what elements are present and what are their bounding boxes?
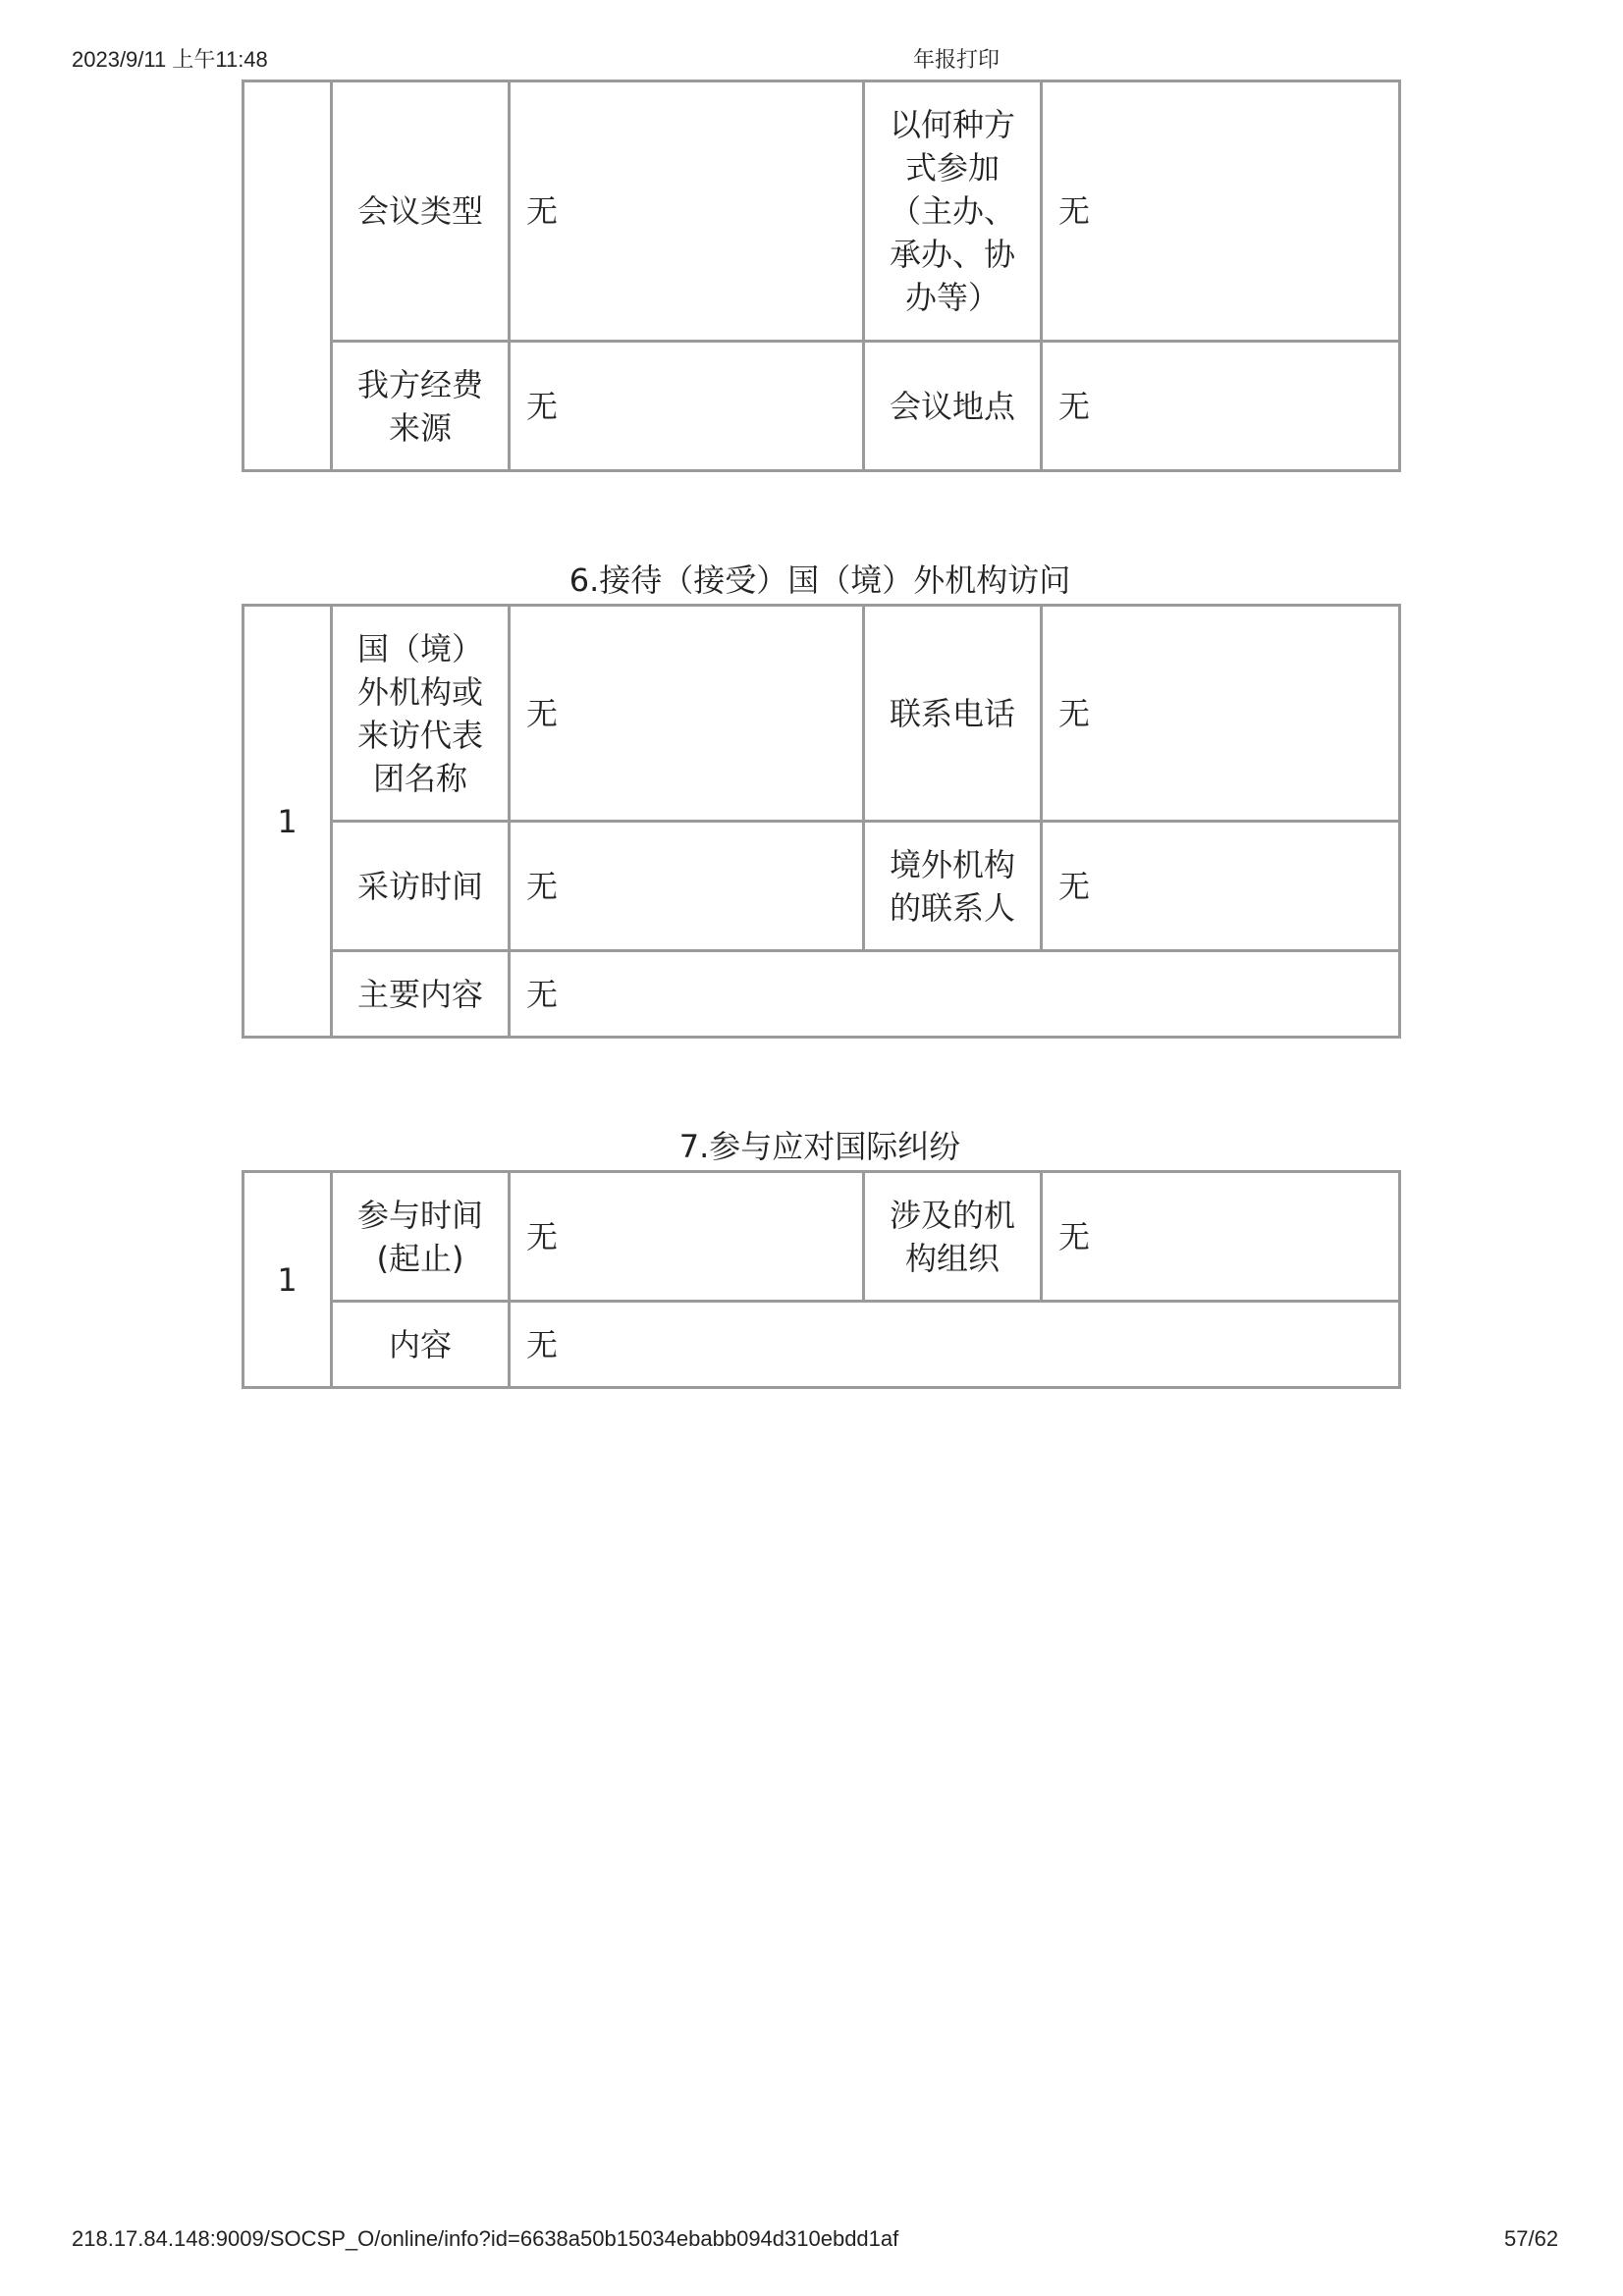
- table-row: [243, 342, 1400, 471]
- page-number: 57/62: [1504, 2226, 1559, 2251]
- involved-org-label: 涉及的机构组织: [864, 1172, 1042, 1302]
- section-7-title: 7.参与应对国际纠纷: [678, 1128, 961, 1165]
- involved-org-value: 无: [1042, 1172, 1400, 1302]
- foreign-contact-value: 无: [1042, 822, 1400, 951]
- print-datetime: 2023/9/11 上午11:48: [72, 47, 268, 72]
- funding-source-label: 我方经费来源: [332, 342, 510, 471]
- participation-mode-label: 以何种方式参加（主办、承办、协办等）: [864, 81, 1042, 342]
- participation-period-label: 参与时间(起止): [332, 1172, 510, 1302]
- participation-period-value: 无: [510, 1172, 864, 1302]
- main-content-value: 无: [510, 951, 1400, 1038]
- row-index-cell: [243, 81, 332, 471]
- meeting-location-value: 无: [1042, 342, 1400, 471]
- content-label: 内容: [332, 1302, 510, 1388]
- table-row: [243, 606, 1400, 822]
- table-row: [243, 81, 1400, 342]
- participation-mode-value: 无: [1042, 81, 1400, 342]
- interview-time-label: 采访时间: [332, 822, 510, 951]
- phone-label: 联系电话: [864, 606, 1042, 822]
- main-content-label: 主要内容: [332, 951, 510, 1038]
- table-row: [243, 1172, 1400, 1302]
- foreign-visit-table: [242, 604, 1401, 1039]
- meeting-type-label: 会议类型: [332, 81, 510, 342]
- meeting-type-value: 无: [510, 81, 864, 342]
- meeting-table: [242, 80, 1401, 472]
- org-name-label: 国（境）外机构或来访代表团名称: [332, 606, 510, 822]
- phone-value: 无: [1042, 606, 1400, 822]
- content-value: 无: [510, 1302, 1400, 1388]
- table-row: [243, 1302, 1400, 1388]
- page-title: 年报打印: [913, 47, 1001, 72]
- table-row: [243, 951, 1400, 1038]
- meeting-location-label: 会议地点: [864, 342, 1042, 471]
- funding-source-value: 无: [510, 342, 864, 471]
- international-dispute-table: [242, 1170, 1401, 1389]
- section-6-title: 6.接待（接受）国（境）外机构访问: [568, 561, 1071, 599]
- foreign-contact-label: 境外机构的联系人: [864, 822, 1042, 951]
- interview-time-value: 无: [510, 822, 864, 951]
- row-index: 1: [243, 1172, 332, 1388]
- row-index: 1: [243, 606, 332, 1038]
- page-url: 218.17.84.148:9009/SOCSP_O/online/info?id=6638a50b15034ebabb094d310ebdd1af: [72, 2226, 899, 2251]
- org-name-value: 无: [510, 606, 864, 822]
- table-row: [243, 822, 1400, 951]
